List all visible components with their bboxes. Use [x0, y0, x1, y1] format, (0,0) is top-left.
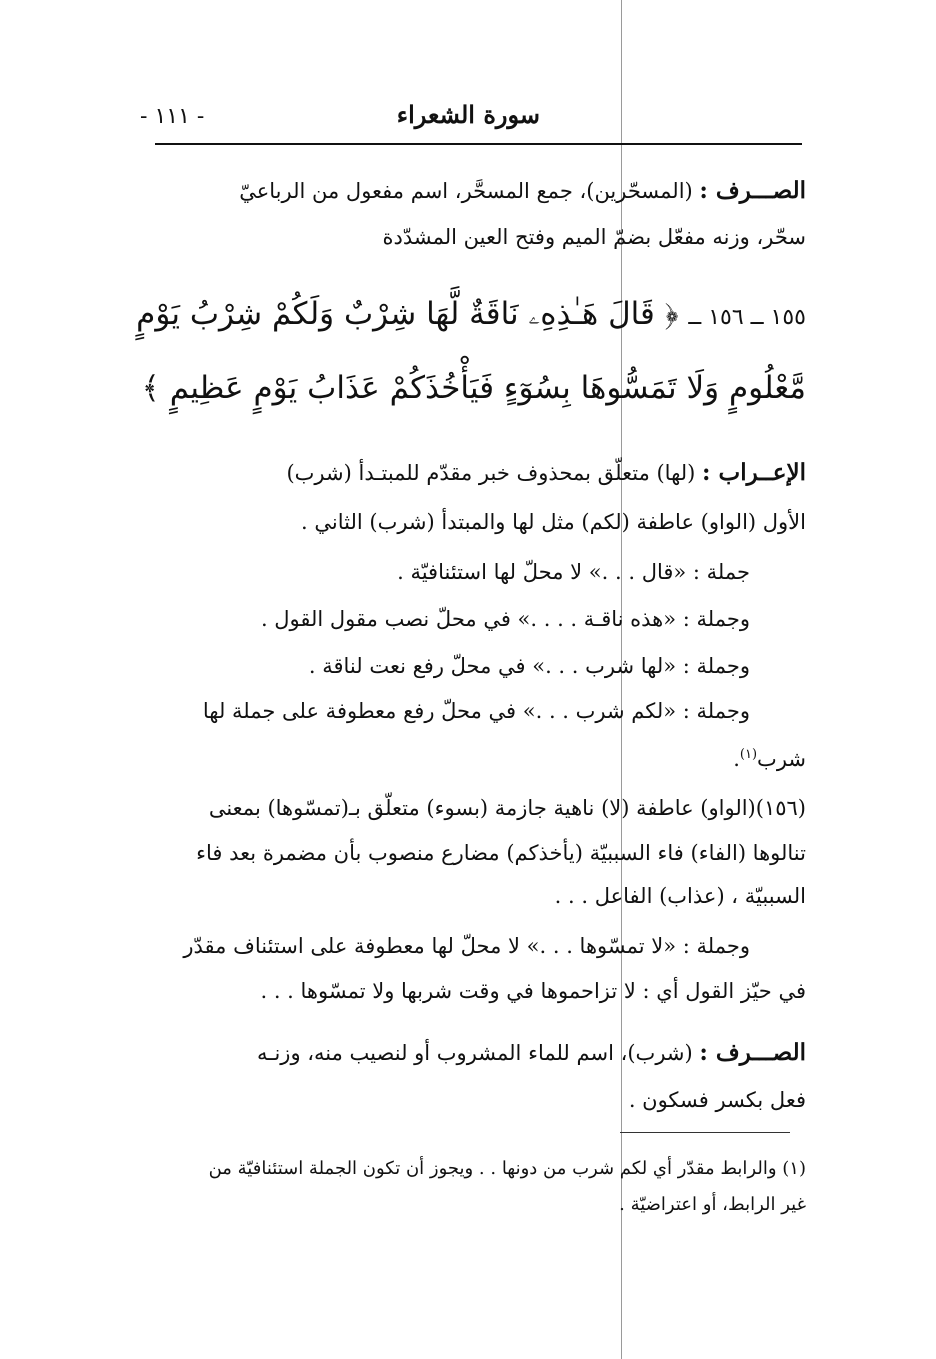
irab-paragraph-line: الأول (الواو) عاطفة (لكم) مثل لها والمبتدأ (شرب) الثاني . — [301, 510, 806, 534]
irab-156-line: (١٥٦)(الواو) عاطفة (لا) ناهية جازمة (بسوء) متعلّق بـ(تمسّوها) بمعنى — [208, 796, 806, 820]
page-header — [130, 100, 802, 140]
sarf-label: الصـــرف : — [699, 1039, 806, 1066]
footnote-rule — [620, 1132, 790, 1133]
jumla-line-continuation: شرب$^{(١)}$. — [733, 747, 806, 771]
irab-156-line: السببيّة ، (عذاب) الفاعل . . . — [554, 884, 806, 908]
sarf-text: (المسحّرين)، جمع المسحَّر، اسم مفعول من الرباعيّ — [239, 179, 693, 203]
sarf-text: (شرب)، اسم للماء المشروب أو لنصيب منه، وزنـه — [257, 1041, 693, 1065]
footnote-line: غير الرابط، أو اعتراضيّة . — [619, 1194, 806, 1215]
verse-text: ﴿ قَالَ هَـٰذِهِۦ نَاقَةٌ لَّهَا شِرْبٌ وَلَكُمْ شِرْبُ يَوْمٍ — [136, 296, 679, 332]
sarf-paragraph-line: فعل بكسر فسكون . — [628, 1088, 806, 1112]
jumla-line: جملة : «قال . . .» لا محلّ لها استئنافيّة . — [397, 560, 750, 584]
footnote-ref: (١) — [739, 747, 758, 762]
surah-title: سورة الشعراء — [396, 100, 540, 129]
jumla-line: وجملة : «هذه ناقـة . . . .» في محلّ نصب مقول القول . — [260, 607, 750, 631]
irab-paragraph-line — [134, 458, 806, 488]
verse-numbers: ١٥٥ ــ ١٥٦ ــ — [688, 305, 806, 330]
jumla-line: وجملة : «لها شرب . . .» في محلّ رفع نعت لناقة . — [308, 654, 750, 678]
sarf-label: الصـــرف : — [699, 177, 806, 204]
verse-line: مَّعْلُومٍ وَلَا تَمَسُّوهَا بِسُوٓءٍ فَيَأْخُذَكُمْ عَذَابُ يَوْمٍ عَظِيمٍ ﴾ — [141, 370, 806, 406]
sarf-paragraph-line — [134, 1038, 806, 1068]
footnote-line: (١) والرابط مقدّر أي لكم شرب من دونها . . ويجوز أن تكون الجملة استئنافيّة من — [208, 1158, 806, 1179]
verse-line — [134, 292, 806, 340]
irab-156-line: تنالوها (الفاء) فاء السببيّة (يأخذكم) مضارع منصوب بأن مضمرة بعد فاء — [196, 841, 806, 865]
jumla-text: شرب — [757, 747, 806, 771]
irab-label: الإعــراب : — [702, 459, 806, 486]
irab-text: (لها) متعلّق بمحذوف خبر مقدّم للمبتـدأ (شرب) — [286, 461, 696, 485]
jumla-line: وجملة : «لا تمسّوها . . .» لا محلّ لها معطوفة على استئناف مقدّر — [183, 934, 750, 958]
sarf-paragraph-line — [134, 176, 806, 206]
page-number: - ١١١ - — [140, 104, 205, 129]
jumla-line: وجملة : «لكم شرب . . .» في محلّ رفع معطوفة على جملة لها — [202, 699, 750, 723]
sarf-paragraph-line: سحّر، وزنه مفعّل بضمّ الميم وفتح العين المشدّدة — [382, 225, 806, 249]
header-rule — [155, 143, 802, 145]
jumla-line: في حيّز القول أي : لا تزاحموها في وقت شربها ولا تمسّوها . . . — [260, 979, 806, 1003]
